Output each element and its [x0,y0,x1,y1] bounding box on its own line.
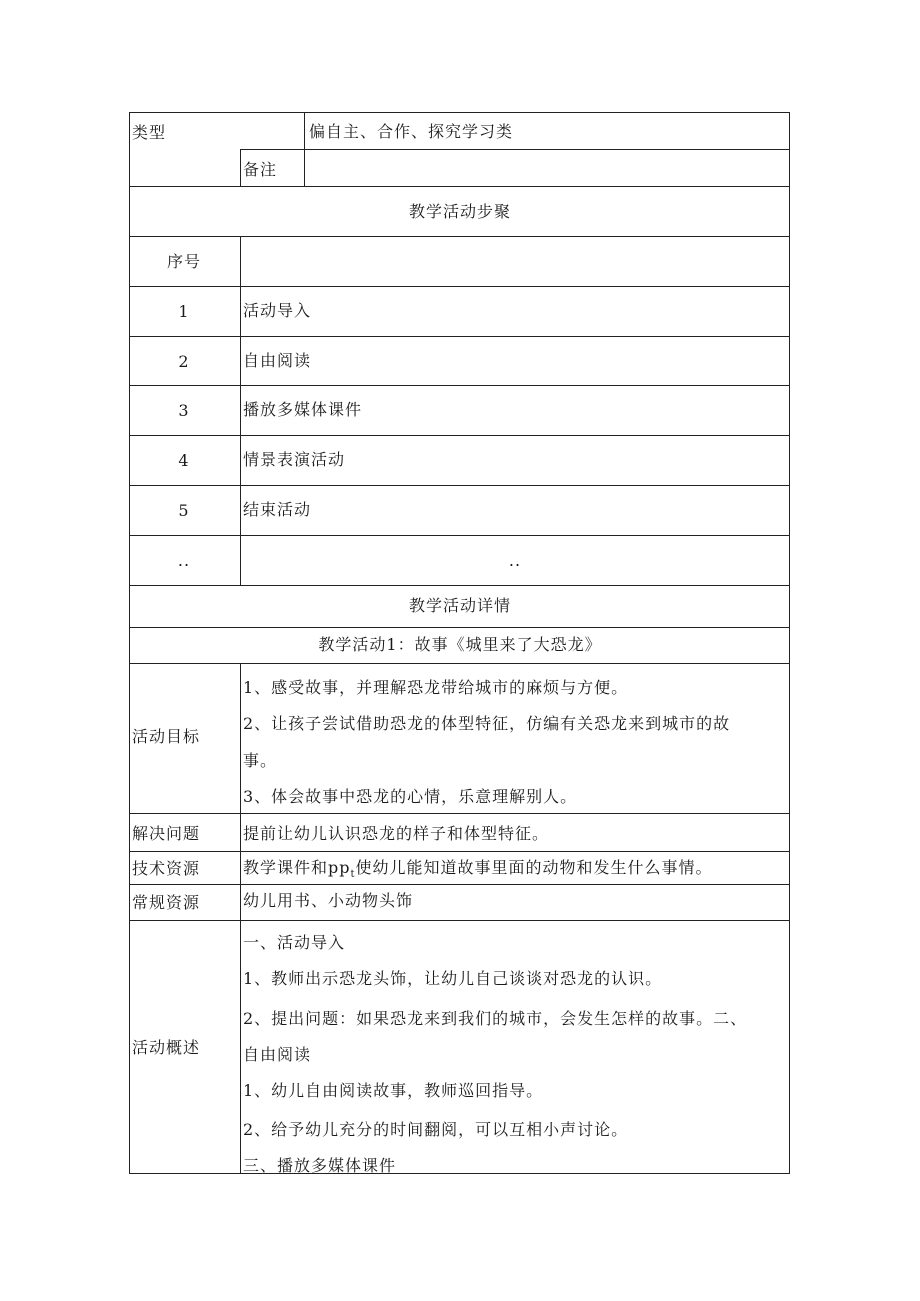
step-label: 结束活动 [243,500,312,519]
objective-line: 2、让孩子尝试借助恐龙的体型特征，仿编有关恐龙来到城市的故 [243,714,731,733]
overview-line: 三、播放多媒体课件 [243,1156,397,1175]
overview-line: 1、教师出示恐龙头饰，让幼儿自己谈谈对恐龙的认识。 [243,969,663,988]
tech-value [243,860,713,880]
activity-title: 教学活动1：故事《城里来了大恐龙》 [318,635,602,654]
step-number: 4 [178,451,190,470]
tech-value-sub: t [350,869,356,881]
step-number: 1 [178,302,190,321]
step-number: 3 [178,401,190,420]
routine-value: 幼儿用书、小动物头饰 [243,891,414,910]
step-number: 5 [178,501,190,520]
step-label: 活动导入 [243,301,312,320]
objective-line: 事。 [243,751,278,770]
step-label: 自由阅读 [243,351,312,370]
objective-line: 1、感受故事，并理解恐龙带给城市的麻烦与方便。 [243,678,629,697]
details-title: 教学活动详情 [408,596,512,615]
tech-label: 技术资源 [132,859,201,878]
overview-line: 2、提出问题：如果恐龙来到我们的城市，会发生怎样的故事。二、 [243,1009,748,1028]
overview-label: 活动概述 [132,1038,201,1057]
type-value: 偏自主、合作、探究学习类 [309,122,514,141]
overview-line: 自由阅读 [243,1045,312,1064]
step-label: 播放多媒体课件 [243,400,363,419]
step-number: .. [177,551,191,570]
objective-label: 活动目标 [132,727,201,746]
overview-line: 一、活动导入 [243,933,346,952]
step-label: 情景表演活动 [243,450,346,469]
step-label: .. [508,551,522,570]
tech-value-ppt: pp [328,858,351,877]
tech-value-post: 使幼儿能知道故事里面的动物和发生什么事情。 [355,858,713,877]
objective-line: 3、体会故事中恐龙的心情，乐意理解别人。 [243,787,578,806]
steps-title: 教学活动步聚 [408,202,512,221]
problem-value: 提前让幼儿认识恐龙的样子和体型特征。 [243,824,550,843]
routine-label: 常规资源 [132,893,201,912]
overview-line: 1、幼儿自由阅读故事，教师巡回指导。 [243,1081,544,1100]
problem-label: 解决问题 [132,824,201,843]
tech-value-pre: 教学课件和 [243,858,329,877]
seq-header: 序号 [166,252,202,271]
step-number: 2 [178,352,190,371]
overview-line: 2、给予幼儿充分的时间翻阅，可以互相小声讨论。 [243,1120,629,1139]
remark-label: 备注 [243,160,278,179]
type-label: 类型 [132,123,167,142]
